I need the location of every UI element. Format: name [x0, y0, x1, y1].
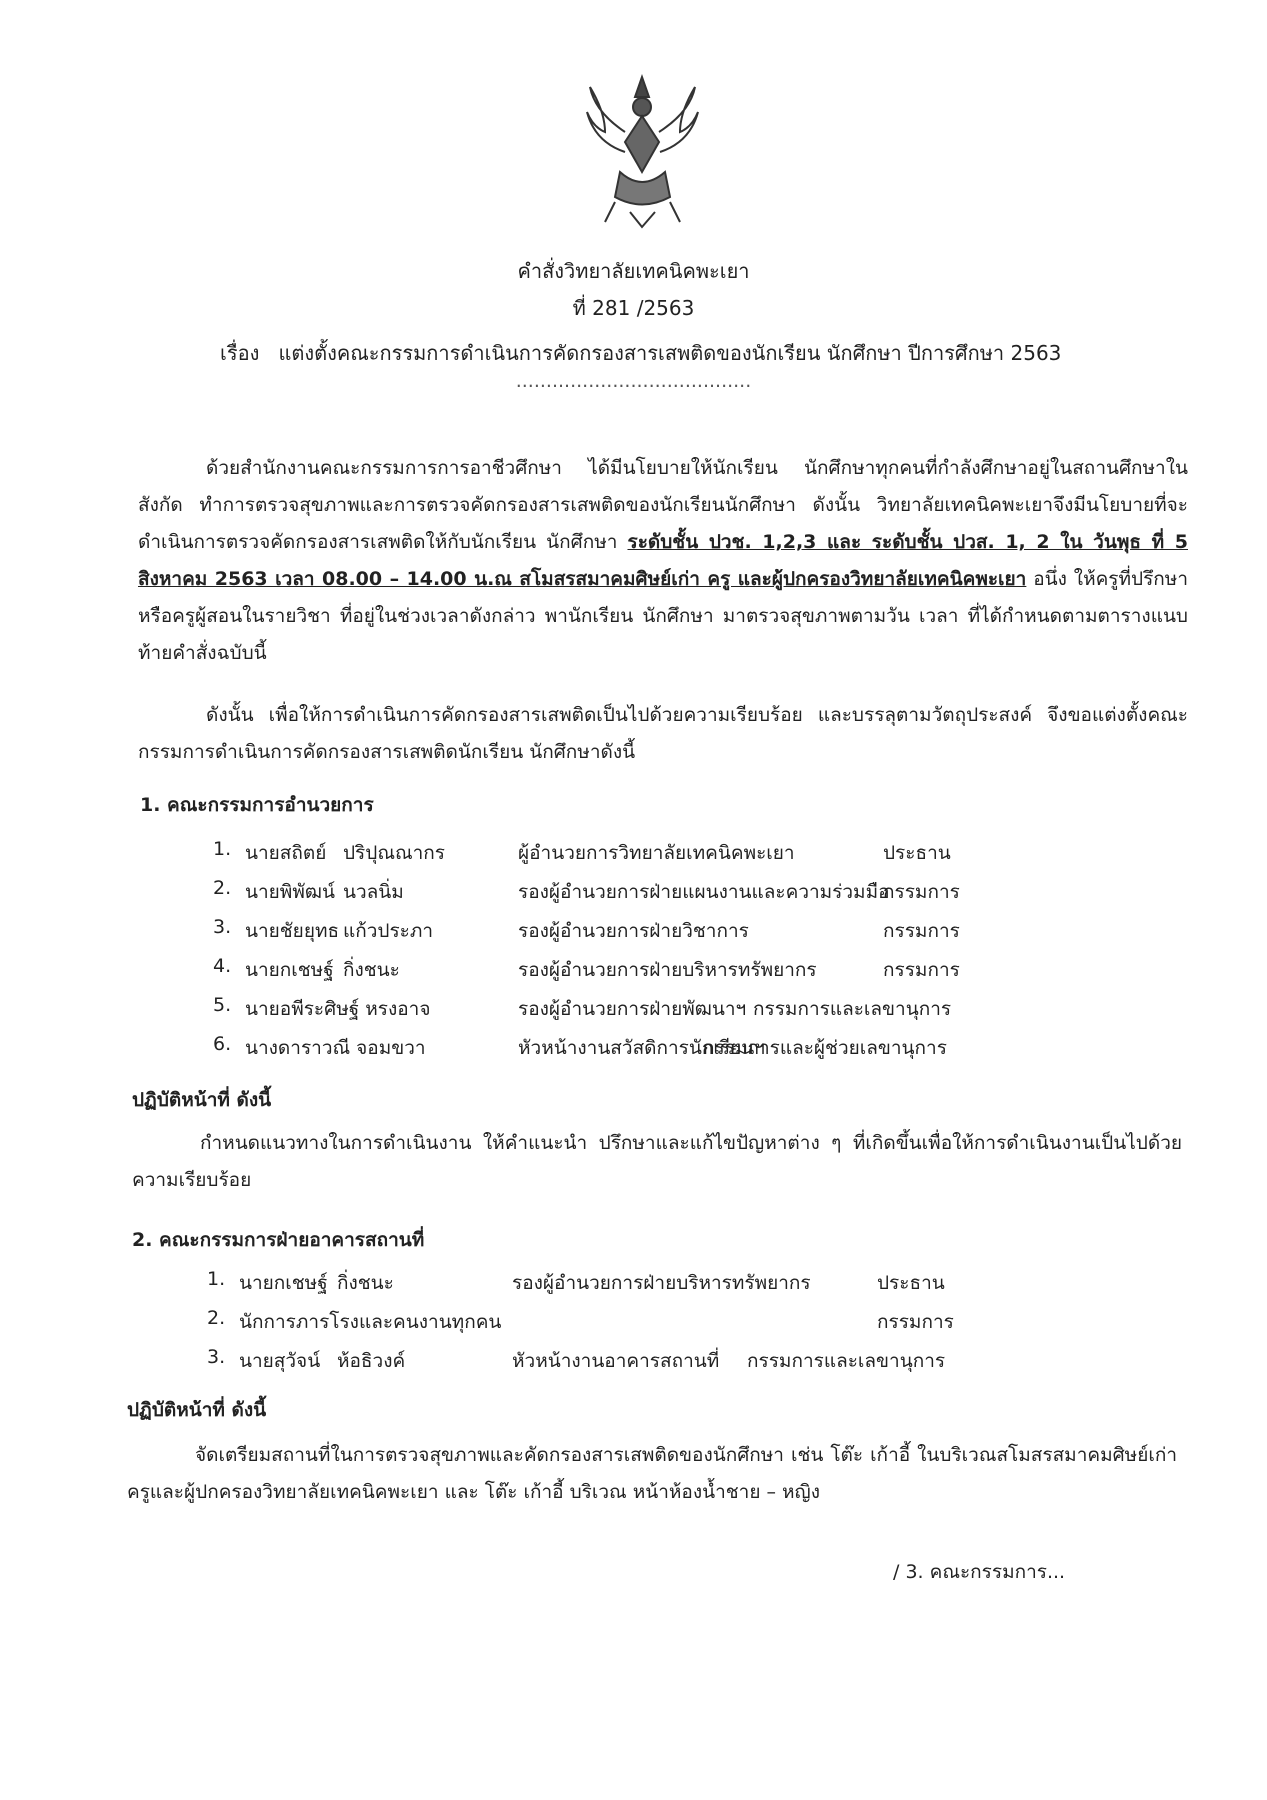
- member-name: นายพิพัฒน์: [245, 881, 335, 903]
- member-number: 3.: [213, 916, 232, 938]
- member-role: รองผู้อำนวยการฝ่ายบริหารทรัพยากร: [512, 1272, 811, 1294]
- member-row: [207, 1268, 1107, 1306]
- member-position: ประธาน: [877, 1272, 945, 1294]
- member-row: [213, 877, 1113, 915]
- member-row: [207, 1346, 1107, 1384]
- member-position: กรรมการและผู้ช่วยเลขานุการ: [703, 1037, 947, 1059]
- member-number: 2.: [213, 877, 232, 899]
- duty-heading: ปฏิบัติหน้าที่ ดังนี้: [132, 1089, 272, 1111]
- member-role: ผู้อำนวยการวิทยาลัยเทคนิคพะเยา: [518, 842, 795, 864]
- duty-text: จัดเตรียมสถานที่ในการตรวจสุขภาพและคัดกรองสารเสพติดของนักศึกษา เช่น โต๊ะ เก้าอี้ ในบริเวณสโมสรสมาคมศิษย์เก่า ครูและผู้ปกครองวิทยาลัยเทคนิคพะเยา และ โต๊ะ เก้าอี้ บริเวณ หน้าห้องน้ำชาย – หญิง: [127, 1444, 1177, 1503]
- member-surname: นวลนิ่ม: [343, 881, 404, 903]
- member-role: หัวหน้างานอาคารสถานที่: [512, 1350, 720, 1372]
- member-row: [213, 838, 1113, 876]
- member-role: รองผู้อำนวยการฝ่ายแผนงานและความร่วมมือ: [518, 881, 890, 903]
- member-role: รองผู้อำนวยการฝ่ายบริหารทรัพยากร: [518, 959, 817, 981]
- member-surname: กิ่งชนะ: [343, 959, 400, 981]
- section-heading: 2. คณะกรรมการฝ่ายอาคารสถานที่: [132, 1229, 425, 1251]
- subject-label: เรื่อง: [220, 341, 260, 365]
- member-position: กรรมการ: [877, 1311, 954, 1333]
- member-position: กรรมการและเลขานุการ: [747, 1350, 946, 1372]
- member-name: นายสุวัจน์: [239, 1350, 321, 1372]
- duty-text: กำหนดแนวทางในการดำเนินงาน ให้คำแนะนำ ปรึกษาและแก้ไขปัญหาต่าง ๆ ที่เกิดขึ้นเพื่อให้การดำเนินงานเป็นไปด้วยความเรียบร้อย: [132, 1132, 1182, 1191]
- member-number: 5.: [213, 994, 232, 1016]
- member-number: 6.: [213, 1033, 232, 1055]
- intro-text: ด้วยสำนักงานคณะกรรมการการอาชีวศึกษา ได้มีนโยบายให้นักเรียน นักศึกษาทุกคนที่กำลังศึกษาอยู่ในสถานศึกษาในสังกัด ทำการตรวจสุขภาพและการตรวจคัดกรองสารเสพติดของนักเรียนนักศึกษา ดังนั้น วิทยาลัยเทคนิคพะเยาจึงมีนโยบายที่จะดำเนินการตรวจคัดกรองสารเสพติดให้กับนักเรียน นักศึกษา: [138, 457, 1188, 553]
- member-row: [207, 1307, 1107, 1345]
- member-number: 4.: [213, 955, 232, 977]
- intro-paragraph-2: ดังนั้น เพื่อให้การดำเนินการคัดกรองสารเสพติดเป็นไปด้วยความเรียบร้อย และบรรลุตามวัตถุประสงค์ จึงขอแต่งตั้งคณะกรรมการดำเนินการคัดกรองสารเสพติดนักเรียน นักศึกษาดังนี้: [138, 704, 1188, 763]
- member-surname: ห้อธิวงค์: [337, 1350, 406, 1372]
- member-role: หัวหน้างานสวัสดิการนักเรียนฯ: [518, 1037, 765, 1059]
- member-surname: แก้วประภา: [343, 920, 434, 942]
- member-position: กรรมการ: [883, 920, 960, 942]
- member-position: กรรมการ: [883, 881, 960, 903]
- member-name: นายอพีระศิษฐ์ หรงอาจ: [245, 998, 431, 1020]
- member-row: [213, 994, 1113, 1032]
- intro-text-end: อนึ่ง ให้ครูที่ปรึกษาหรือครูผู้สอนในรายวิชา ที่อยู่ในช่วงเวลาดังกล่าว พานักเรียน นักศึกษา มาตรวจสุขภาพตามวัน เวลา ที่ได้กำหนดตามตารางแนบท้ายคำสั่งฉบับนี้: [138, 568, 1188, 664]
- member-position: กรรมการและเลขานุการ: [753, 998, 952, 1020]
- subject-text: แต่งตั้งคณะกรรมการดำเนินการคัดกรองสารเสพติดของนักเรียน นักศึกษา ปีการศึกษา 2563: [278, 341, 1062, 365]
- member-name: นางดาราวณี จอมขวา: [245, 1037, 426, 1059]
- intro-schedule: ระดับชั้น ปวช. 1,2,3 และ ระดับชั้น ปวส. 1, 2 ใน วันพุธ ที่ 5 สิงหาคม 2563 เวลา 08.00 – 14.00 น.ณ สโมสรสมาคมศิษย์เก่า ครู และผู้ปกครองวิทยาลัยเทคนิคพะเยา: [138, 531, 1188, 590]
- member-name: นายกเชษฐ์: [245, 959, 334, 981]
- order-title: คำสั่งวิทยาลัยเทคนิคพะเยา: [517, 259, 750, 283]
- order-number: ที่ 281 /2563: [572, 296, 695, 320]
- member-surname: กิ่งชนะ: [337, 1272, 394, 1294]
- member-role: รองผู้อำนวยการฝ่ายวิชาการ: [518, 920, 749, 942]
- member-role: รองผู้อำนวยการฝ่ายพัฒนาฯ: [518, 998, 747, 1020]
- member-position: ประธาน: [883, 842, 951, 864]
- member-number: 2.: [207, 1307, 226, 1329]
- member-position: กรรมการ: [883, 959, 960, 981]
- member-number: 3.: [207, 1346, 226, 1368]
- member-row: [213, 1033, 1113, 1071]
- member-name: นายสถิตย์: [245, 842, 327, 864]
- member-row: [213, 955, 1113, 993]
- member-name: นายชัยยุทธ: [245, 920, 340, 942]
- member-row: [213, 916, 1113, 954]
- separator-dots: .......................................: [515, 370, 752, 392]
- continued-note: / 3. คณะกรรมการ...: [893, 1561, 1066, 1583]
- intro-paragraph: [138, 450, 1188, 672]
- garuda-emblem: [585, 72, 700, 232]
- member-name: นายกเชษฐ์: [239, 1272, 328, 1294]
- member-number: 1.: [207, 1268, 226, 1290]
- duty-heading: ปฏิบัติหน้าที่ ดังนี้: [127, 1399, 267, 1421]
- section-heading: 1. คณะกรรมการอำนวยการ: [140, 794, 374, 816]
- member-number: 1.: [213, 838, 232, 860]
- member-surname: ปริปุณณากร: [343, 842, 445, 864]
- subject-line: [220, 337, 1061, 369]
- member-name: นักการภารโรงและคนงานทุกคน: [239, 1311, 502, 1333]
